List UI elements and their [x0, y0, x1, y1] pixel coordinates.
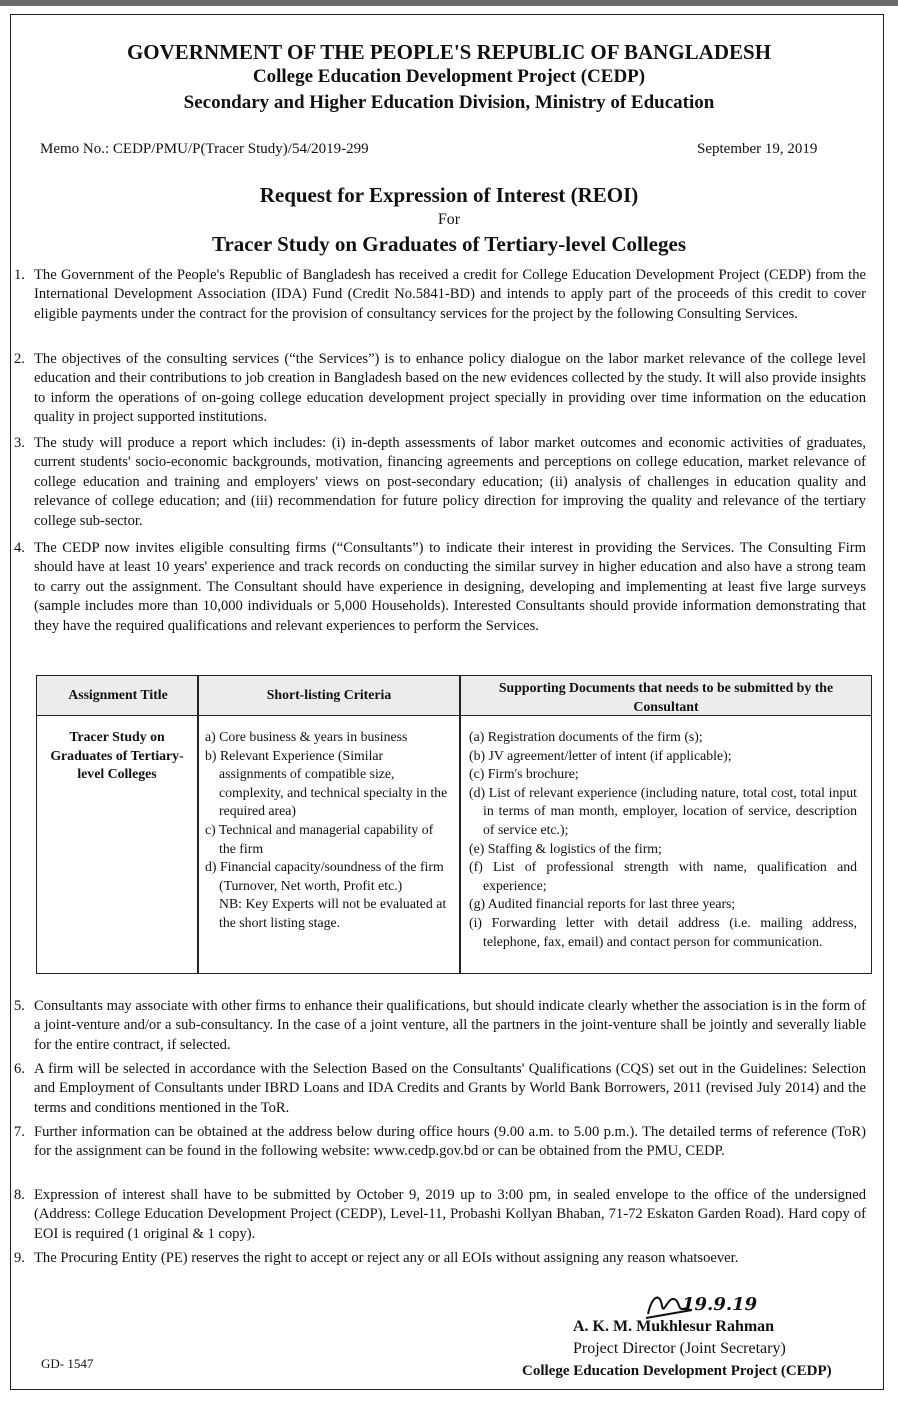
memo-date: September 19, 2019 [697, 141, 818, 157]
documents-cell [469, 728, 857, 951]
paragraph-text: A firm will be selected in accordance with the Selection Based on the Consultants' Qualifications (CQS) set out in the Guidelines: Selection and Employment of Consultants under IBRD Loans and IDA Credits and Grants by World Bank Borrowers, 2011 (revised July 2014) and the terms and conditions mentioned in the ToR. [34, 1061, 866, 1116]
paragraph-text: The CEDP now invites eligible consulting firms (“Consultants”) to indicate their interest in providing the Services. The Consulting Firm should have at least 10 years' experience and track records on conducting the similar survey in higher education and also have a strong team to carry out the assignment. The Consultant should have experience in designing, developing and implementing at least five large surveys (sample includes more than 10,000 individuals or 5,000 Households). Interested Consultants should provide information demonstrating that they have the required qualifications and relevant experiences to perform the Services. [34, 540, 866, 634]
criteria-item: c) Technical and managerial capability of the firm [205, 821, 434, 856]
paragraph-number: 6. [14, 1061, 25, 1077]
column-divider [459, 676, 461, 973]
paragraph-number: 1. [14, 267, 25, 283]
paragraph-number: 5. [14, 998, 25, 1014]
paragraph-1 [14, 266, 866, 324]
signatory-designation: Project Director (Joint Secretary) [573, 1340, 786, 1357]
paragraph-text: Consultants may associate with other firms to enhance their qualifications, but should indicate clearly whether the association is in the form of a joint-venture and/or a sub-consultancy. In the case of a joint venture, all the partners in the joint-venture shall be jointly and severally liable for the entire contract, if selected. [34, 998, 866, 1053]
criteria-item: a) Core business & years in business [205, 729, 408, 744]
paragraph-number: 9. [14, 1250, 25, 1266]
criteria-item: b) Relevant Experience (Similar assignments of compatible size, complexity, and technical specialty in the required area) [205, 747, 448, 819]
paragraph-3 [14, 434, 866, 531]
header-project: College Education Development Project (CEDP) [252, 66, 646, 87]
paragraph-8 [14, 1186, 866, 1244]
paragraph-6 [14, 1060, 866, 1118]
criteria-cell [205, 728, 453, 933]
paragraph-2 [14, 350, 866, 428]
paragraph-text: The Government of the People's Republic of Bangladesh has received a credit for College Education Development Project (CEDP) from the International Development Association (IDA) Fund (Credit No.5841-BD) and intends to apply part of the proceeds of this credit to cover eligible payments under the contract for the provision of consultancy services for the project by the following Consulting Services. [34, 267, 866, 322]
document-item: (b) JV agreement/letter of intent (if applicable); [469, 747, 732, 763]
paragraph-number: 8. [14, 1187, 25, 1203]
document-item: (a) Registration documents of the firm (s); [469, 729, 703, 744]
document-item: (f) List of professional strength with name, qualification and experience; [469, 859, 857, 893]
paragraph-text: Further information can be obtained at the address below during office hours (9.00 a.m. to 5.00 p.m.). The detailed terms of reference (ToR) for the assignment can be found in the following website: www.cedp.gov.bd or can be obtained from the PMU, CEDP. [34, 1124, 866, 1160]
memo-number: Memo No.: CEDP/PMU/P(Tracer Study)/54/2019-299 [40, 141, 369, 157]
paragraph-4 [14, 539, 866, 636]
notice-subject: Tracer Study on Graduates of Tertiary-level Colleges [212, 232, 686, 256]
header-supporting-documents: Supporting Documents that needs to be submitted by the Consultant [498, 680, 834, 714]
signature-date-mark: 19.9.19 [682, 1294, 758, 1315]
column-divider [197, 676, 199, 973]
document-item: (e) Staffing & logistics of the firm; [469, 840, 662, 856]
paragraph-text: The Procuring Entity (PE) reserves the right to accept or reject any or all EOIs without assigning any reason whatsoever. [34, 1250, 739, 1266]
criteria-note: NB: Key Experts will not be evaluated at the short listing stage. [219, 896, 447, 930]
assignment-title-cell: Tracer Study on Graduates of Tertiary-level Colleges [50, 729, 184, 782]
paragraph-7 [14, 1123, 866, 1162]
requirements-table [36, 675, 872, 974]
gd-number: GD- 1547 [41, 1356, 94, 1371]
top-rule [0, 0, 898, 6]
signatory-organization: College Education Development Project (CEDP) [522, 1363, 832, 1379]
signatory-name: A. K. M. Mukhlesur Rahman [573, 1318, 775, 1335]
notice-title: Request for Expression of Interest (REOI) [259, 183, 639, 207]
paragraph-9 [14, 1249, 866, 1268]
paragraph-5 [14, 997, 866, 1055]
paragraph-number: 2. [14, 351, 25, 367]
document-item: (c) Firm's brochure; [469, 766, 579, 782]
header-short-listing-criteria: Short-listing Criteria [266, 687, 392, 702]
document-item: (d) List of relevant experience (including nature, total cost, total input in terms of man month, employer, location of service, description of service etc.); [469, 784, 857, 837]
header-division: Secondary and Higher Education Division, Ministry of Education [183, 92, 715, 113]
document-item: (i) Forwarding letter with detail address (i.e. mailing address, telephone, fax, email) and contact person for communication. [469, 914, 857, 949]
paragraph-text: The study will produce a report which includes: (i) in-depth assessments of labor market outcomes and economic activities of graduates, current students' socio-economic backgrounds, motivation, financing agreements and perceptions on college education, market relevance of college education and training and employers' views on post-secondary education; (ii) analysis of challenges in education quality and relevance of college education; and (iii) recommendation for future policy direction for improving the quality and relevance of the tertiary college sub-sector. [34, 435, 866, 529]
paragraph-text: The objectives of the consulting services (“the Services”) is to enhance policy dialogue on the labor market relevance of the college level education and their contributions to job creation in Bangladesh based on the new evidences collected by the study. It will also provide insights to inform the operations of on-going college education development project specially in providing over time information on the education quality in project supported institutions. [34, 351, 866, 426]
paragraph-number: 4. [14, 540, 25, 556]
paragraph-text: Expression of interest shall have to be submitted by October 9, 2019 up to 3:00 pm, in sealed envelope to the office of the undersigned (Address: College Education Development Project (CEDP), Level-11, Probashi Kollyan Bhaban, 71-72 Eskaton Garden Road). Hard copy of EOI is required (1 original & 1 copy). [34, 1187, 866, 1242]
header-government: GOVERNMENT OF THE PEOPLE'S REPUBLIC OF BANGLADESH [126, 40, 772, 64]
criteria-item: d) Financial capacity/soundness of the firm (Turnover, Net worth, Profit etc.) [205, 859, 444, 893]
header-assignment-title: Assignment Title [68, 687, 168, 702]
paragraph-number: 3. [14, 435, 25, 451]
paragraph-number: 7. [14, 1124, 25, 1140]
document-item: (g) Audited financial reports for last three years; [469, 896, 736, 912]
notice-for: For [437, 211, 461, 228]
